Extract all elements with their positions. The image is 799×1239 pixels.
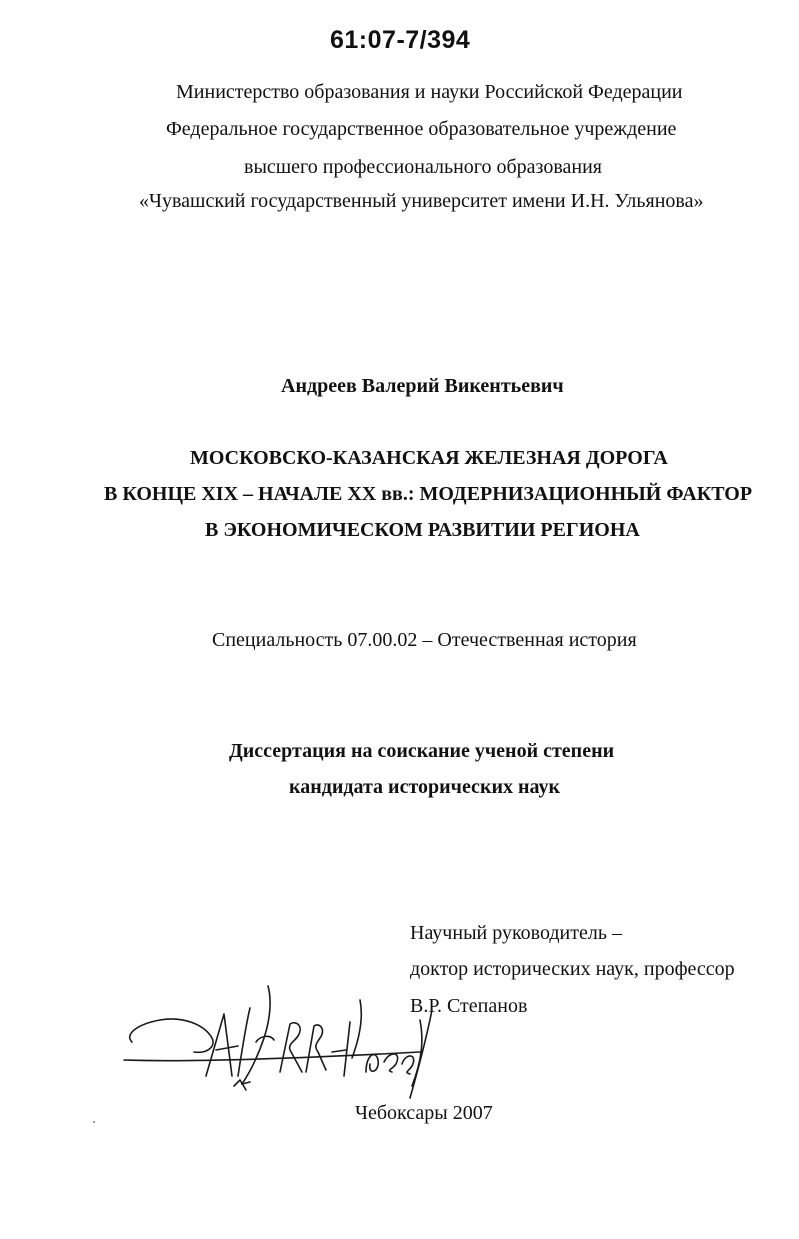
institution-line-ministry: Министерство образования и науки Российской Федерации (176, 81, 683, 103)
supervisor-name: В.Р. Степанов (410, 995, 528, 1017)
city-and-year: Чебоксары 2007 (355, 1102, 493, 1124)
institution-line-university: «Чувашский государственный университет имени И.Н. Ульянова» (139, 190, 704, 212)
handwritten-signature (120, 980, 440, 1100)
supervisor-label: Научный руководитель – (410, 922, 622, 944)
degree-line-1: Диссертация на соискание ученой степени (229, 740, 615, 762)
specialty: Специальность 07.00.02 – Отечественная история (212, 629, 637, 651)
degree-line-2: кандидата исторических наук (289, 776, 561, 798)
author-name: Андреев Валерий Викентьевич (281, 375, 564, 397)
institution-line-federal: Федеральное государственное образовательное учреждение (166, 118, 677, 140)
dissertation-title-line-3: В ЭКОНОМИЧЕСКОМ РАЗВИТИИ РЕГИОНА (205, 519, 640, 541)
dissertation-title-line-2: В КОНЦЕ XIX – НАЧАЛЕ XX вв.: МОДЕРНИЗАЦИОННЫЙ ФАКТОР (104, 483, 753, 505)
institution-line-education: высшего профессионального образования (244, 156, 602, 178)
scan-speck (93, 1121, 95, 1123)
supervisor-credentials: доктор исторических наук, профессор (410, 958, 735, 980)
dissertation-title-line-1: МОСКОВСКО-КАЗАНСКАЯ ЖЕЛЕЗНАЯ ДОРОГА (190, 447, 668, 469)
catalog-number: 61:07-7/394 (330, 26, 471, 54)
